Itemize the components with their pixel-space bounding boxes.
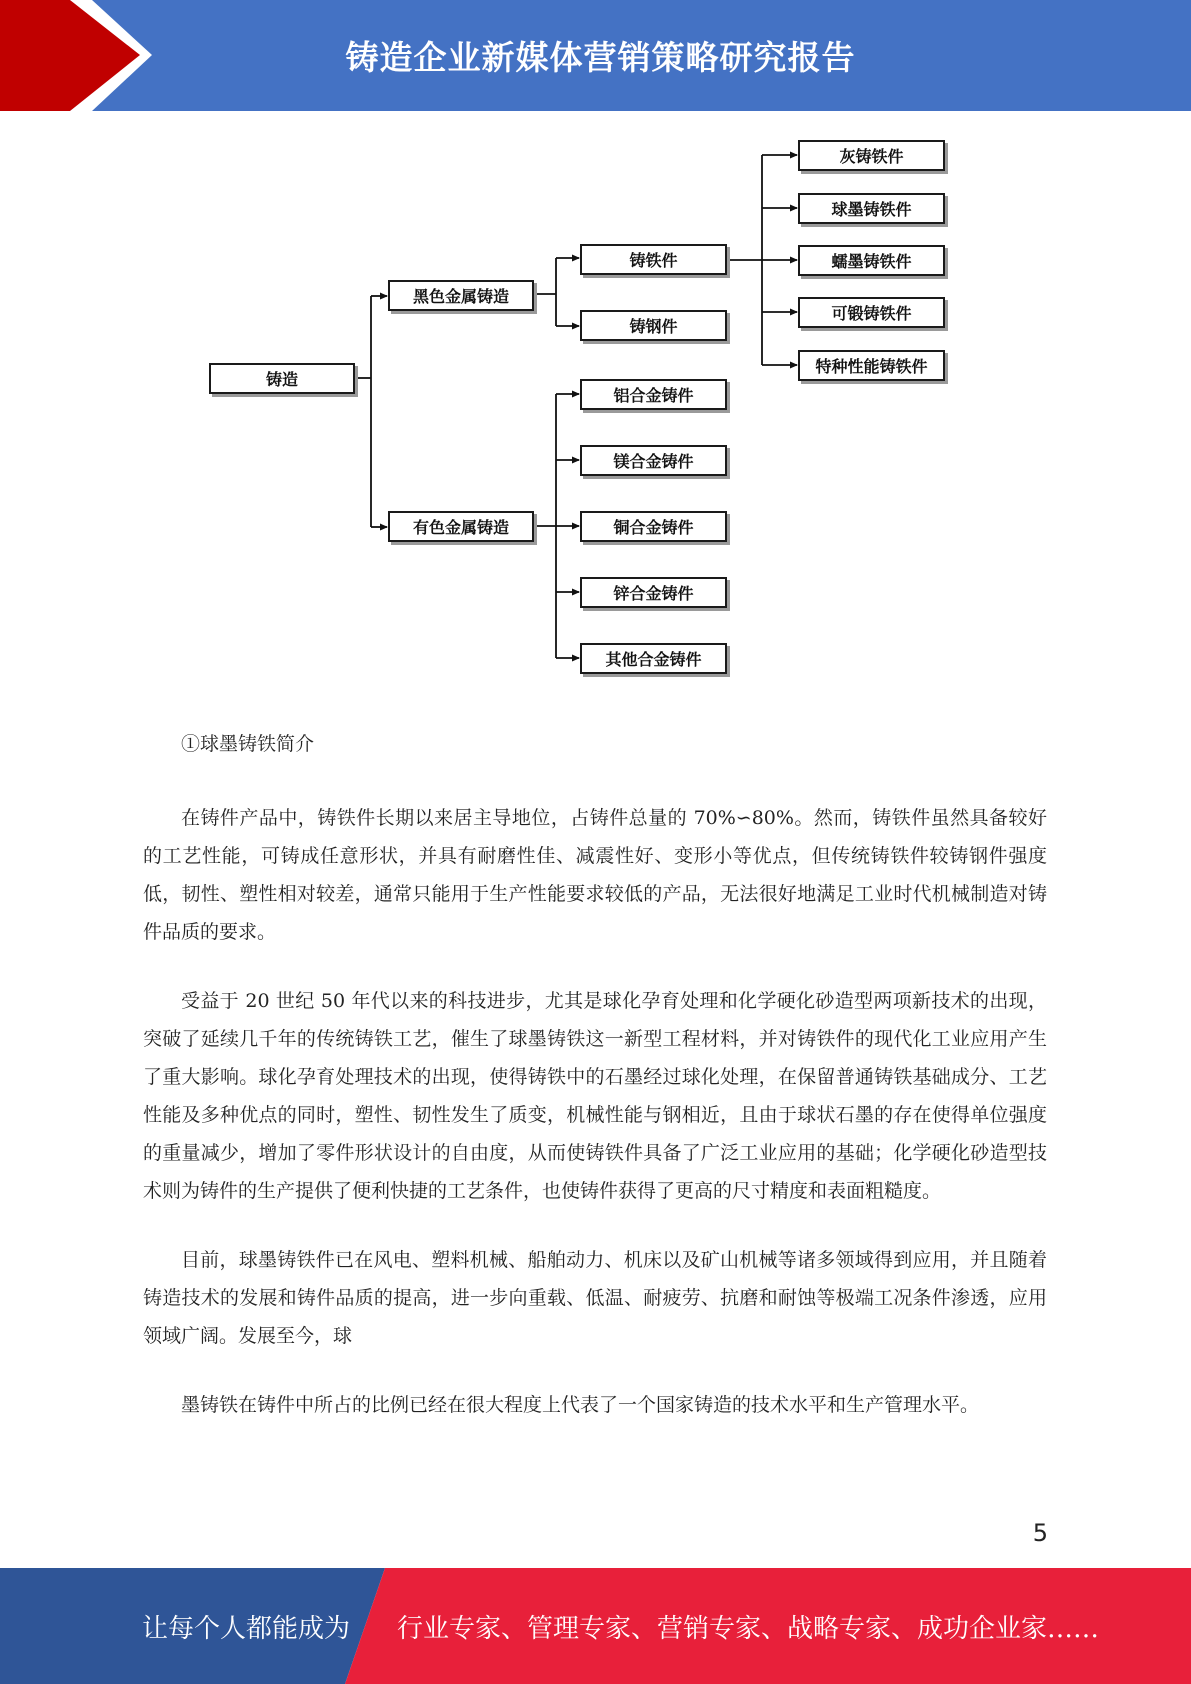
node-ductile-iron: 球墨铸铁件 xyxy=(798,193,945,224)
node-ferrous-casting: 黑色金属铸造 xyxy=(388,280,534,311)
node-zinc-alloy: 锌合金铸件 xyxy=(580,577,727,608)
node-cast-steel: 铸钢件 xyxy=(580,310,727,341)
node-aluminum-alloy: 铝合金铸件 xyxy=(580,379,727,410)
node-copper-alloy: 铜合金铸件 xyxy=(580,511,727,542)
footer-slogan-left: 让每个人都能成为 xyxy=(142,1613,351,1644)
paragraph: 目前，球墨铸铁件已在风电、塑料机械、船舶动力、机床以及矿山机械等诸多领域得到应用，并且随着铸造技术的发展和铸件品质的提高，进一步向重载、低温、耐疲劳、抗磨和耐蚀等极端工况条件渗透，应用领域广阔。发展至今，球 xyxy=(143,1249,1047,1347)
node-gray-iron: 灰铸铁件 xyxy=(798,140,945,171)
footer-slogan-right: 行业专家、管理专家、营销专家、战略专家、成功企业家…… xyxy=(397,1613,1100,1644)
node-malleable-iron: 可锻铸铁件 xyxy=(798,297,945,328)
section-subheading: ①球墨铸铁简介 xyxy=(181,733,315,755)
node-vermicular-iron: 蠕墨铸铁件 xyxy=(798,245,945,276)
node-other-alloy: 其他合金铸件 xyxy=(580,643,727,674)
node-casting: 铸造 xyxy=(209,363,355,394)
header-bar xyxy=(0,0,1191,111)
report-title: 铸造企业新媒体营销策略研究报告 xyxy=(345,38,856,77)
paragraph: 受益于 20 世纪 50 年代以来的科技进步，尤其是球化孕育处理和化学硬化砂造型两项新技术的出现，突破了延续几千年的传统铸铁工艺，催生了球墨铸铁这一新型工程材料，并对铸铁件的现代化工业应用产生了重大影响。球化孕育处理技术的出现，使得铸铁中的石墨经过球化处理，在保留普通铸铁基础成分、工艺性能及多种优点的同时，塑性、韧性发生了质变，机械性能与钢相近，且由于球状石墨的存在使得单位强度的重量减少，增加了零件形状设计的自由度，从而使铸铁件具备了广泛工业应用的基础；化学硬化砂造型技术则为铸件的生产提供了便利快捷的工艺条件，也使铸件获得了更高的尺寸精度和表面粗糙度。 xyxy=(143,990,1047,1202)
paragraph: 墨铸铁在铸件中所占的比例已经在很大程度上代表了一个国家铸造的技术水平和生产管理水平。 xyxy=(181,1394,980,1416)
paragraph: 在铸件产品中，铸铁件长期以来居主导地位，占铸件总量的 70%∽80%。然而，铸铁件虽然具备较好的工艺性能，可铸成任意形状，并具有耐磨性佳、减震性好、变形小等优点，但传统铸铁件较铸钢件强度低，韧性、塑性相对较差，通常只能用于生产性能要求较低的产品，无法很好地满足工业时代机械制造对铸件品质的要求。 xyxy=(143,807,1047,943)
node-nonferrous-casting: 有色金属铸造 xyxy=(388,511,534,542)
node-special-iron: 特种性能铸铁件 xyxy=(798,350,945,381)
node-magnesium-alloy: 镁合金铸件 xyxy=(580,445,727,476)
footer-bar xyxy=(0,1568,1191,1684)
page-number: 5 xyxy=(1032,1519,1048,1547)
node-cast-iron: 铸铁件 xyxy=(580,244,727,275)
casting-classification-diagram xyxy=(0,120,1191,695)
article-body xyxy=(143,725,1047,1455)
